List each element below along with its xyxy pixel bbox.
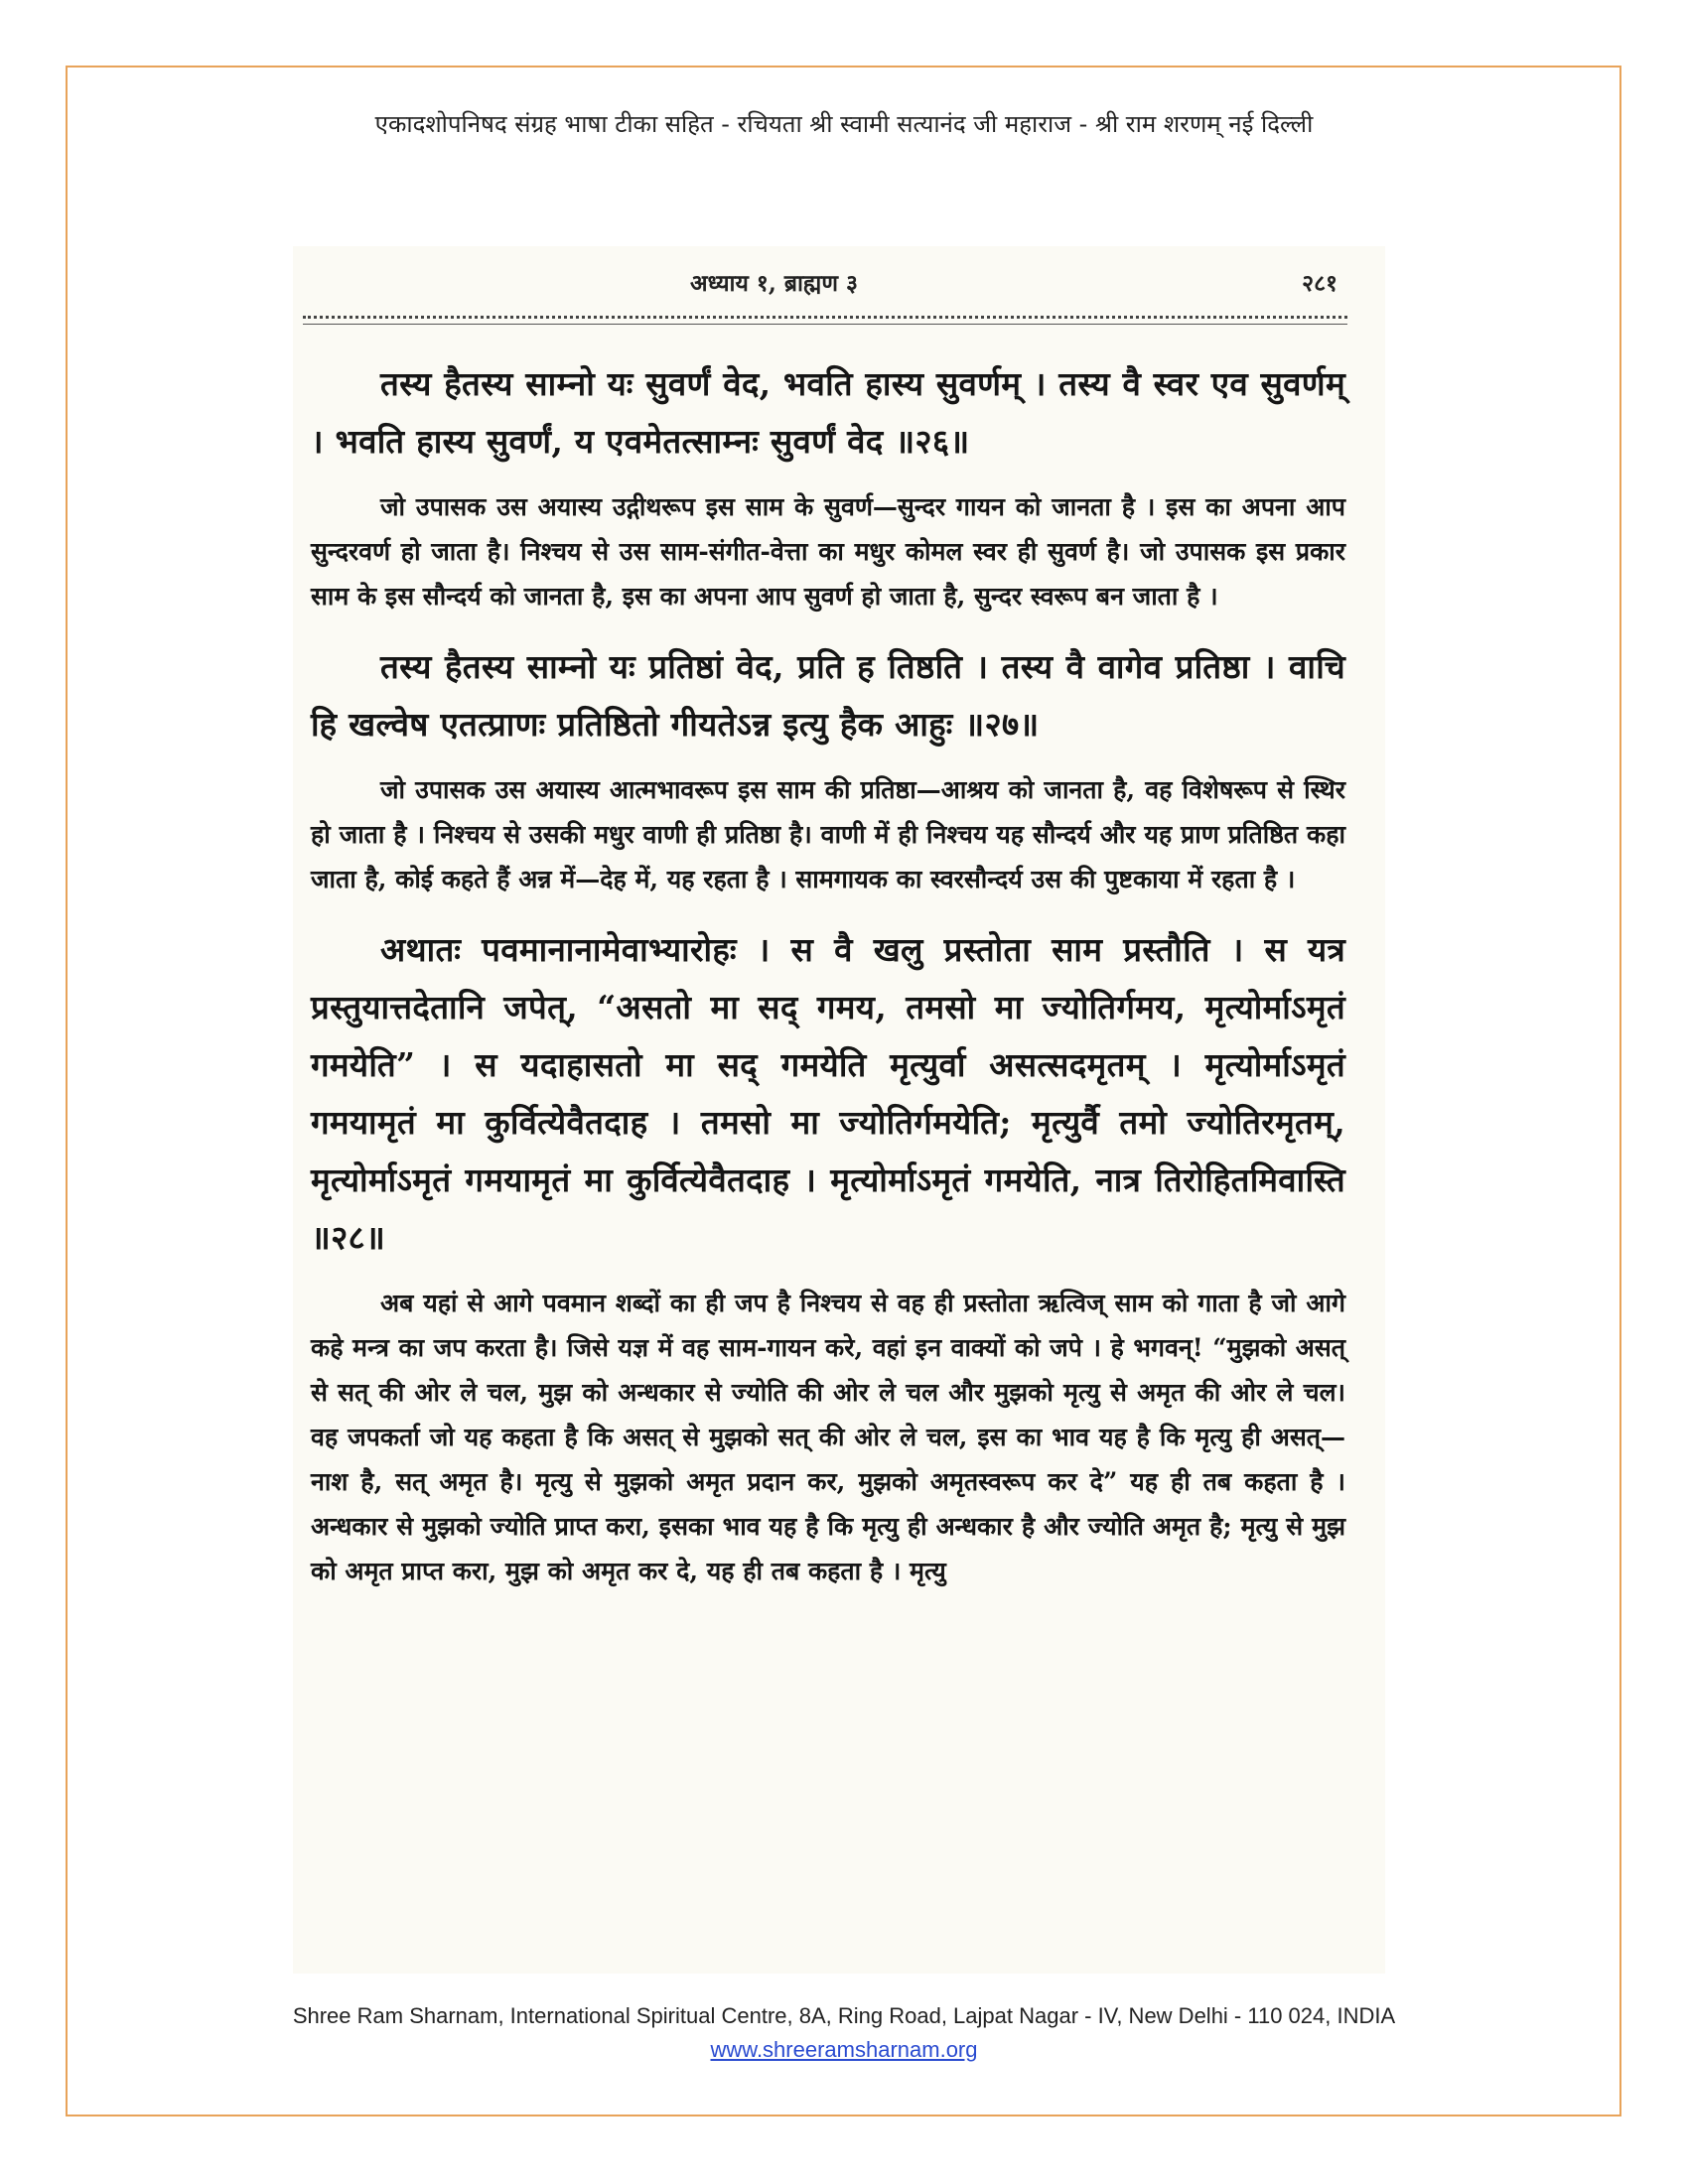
commentary-26: जो उपासक उस अयास्य उद्गीथरूप इस साम के सुवर्ण—सुन्दर गायन को जानता है । इस का अपना आप सुन्दरवर्ण हो जाता है। निश्चय से उस साम-संगीत-वेत्ता का मधुर कोमल स्वर ही सुवर्ण है। जो उपासक इस प्रकार साम के इस सौन्दर्य को जानता है, इस का अपना आप सुवर्ण हो जाता है, सुन्दर स्वरूप बन जाता है । bbox=[311, 492, 1345, 611]
verse-27: तस्य हैतस्य साम्नो यः प्रतिष्ठां वेद, प्रति ह तिष्ठति । तस्य वै वागेव प्रतिष्ठा । वाचि हि खल्वेष एतत्प्राणः प्रतिष्ठितो गीयतेऽन्न इत्यु हैक आहुः ॥२७॥ bbox=[311, 647, 1345, 744]
footer-address: Shree Ram Sharnam, International Spiritual Centre, 8A, Ring Road, Lajpat Nagar - IV, New Delhi - 110 024, INDIA bbox=[292, 2003, 1396, 2028]
running-head bbox=[293, 266, 1385, 306]
commentary-28: अब यहां से आगे पवमान शब्दों का ही जप है निश्चय से वह ही प्रस्तोता ऋत्विज् साम को गाता है जो आगे कहे मन्त्र का जप करता है। जिसे यज्ञ में वह साम-गायन करे, वहां इन वाक्यों को जपे । हे भगवन्! “मुझको असत् से सत् की ओर ले चल, मुझ को अन्धकार से ज्योति की ओर ले चल और मुझको मृत्यु से अमृत की ओर ले चल। वह जपकर्ता जो यह कहता है कि असत् से मुझको सत् की ओर ले चल, इस का भाव यह है कि मृत्यु ही असत्—नाश है, सत् अमृत है। मृत्यु से मुझको अमृत प्रदान कर, मुझको अमृतस्वरूप कर दे” यह ही तब कहता है । अन्धकार से मुझको ज्योति प्राप्त करा, इसका भाव यह है कि मृत्यु ही अन्धकार है और ज्योति अमृत है; मृत्यु से मुझ को अमृत प्राप्त करा, मुझ को अमृत कर दे, यह ही तब कहता है । मृत्यु bbox=[311, 1289, 1345, 1585]
document-header: एकादशोपनिषद संग्रह भाषा टीका सहित - रचियता श्री स्वामी सत्यानंद जी महाराज - श्री राम शरणम् नई दिल्ली bbox=[374, 110, 1314, 138]
dotted-rule bbox=[303, 316, 1347, 319]
commentary-27: जो उपासक उस अयास्य आत्मभावरूप इस साम की प्रतिष्ठा—आश्रय को जानता है, वह विशेषरूप से स्थिर हो जाता है । निश्चय से उसकी मधुर वाणी ही प्रतिष्ठा है। वाणी में ही निश्चय यह सौन्दर्य और यह प्राण प्रतिष्ठित कहा जाता है, कोई कहते हैं अन्न में—देह में, यह रहता है । सामगायक का स्वरसौन्दर्य उस की पुष्टकाया में रहता है । bbox=[311, 775, 1345, 893]
website-link[interactable]: www.shreeramsharnam.org bbox=[710, 2037, 978, 2062]
header-rule bbox=[303, 324, 1347, 325]
page-number: २८१ bbox=[1302, 270, 1337, 297]
scan-content bbox=[311, 355, 1345, 1613]
verse-26: तस्य हैतस्य साम्नो यः सुवर्णं वेद, भवति हास्य सुवर्णम् । तस्य वै स्वर एव सुवर्णम् । भवति हास्य सुवर्णं, य एवमेतत्साम्नः सुवर्णं वेद ॥२६॥ bbox=[311, 364, 1345, 461]
footer-website bbox=[0, 2037, 1688, 2063]
chapter-heading: अध्याय १, ब्राह्मण ३ bbox=[690, 270, 858, 297]
scanned-page bbox=[293, 246, 1385, 1974]
verse-28: अथातः पवमानानामेवाभ्यारोहः । स वै खलु प्रस्तोता साम प्रस्तौति । स यत्र प्रस्तुयात्तदेतानि जपेत्, “असतो मा सद् गमय, तमसो मा ज्योतिर्गमय, मृत्योर्माऽमृतं गमयेति” । स यदाहासतो मा सद् गमयेति मृत्युर्वा असत्सदमृतम् । मृत्योर्माऽमृतं गमयामृतं मा कुर्वित्येवैतदाह । तमसो मा ज्योतिर्गमयेति; मृत्युर्वै तमो ज्योतिरमृतम्, मृत्योर्माऽमृतं गमयामृतं मा कुर्वित्येवैतदाह । मृत्योर्माऽमृतं गमयेति, नात्र तिरोहितमिवास्ति ॥२८॥ bbox=[311, 930, 1345, 1257]
